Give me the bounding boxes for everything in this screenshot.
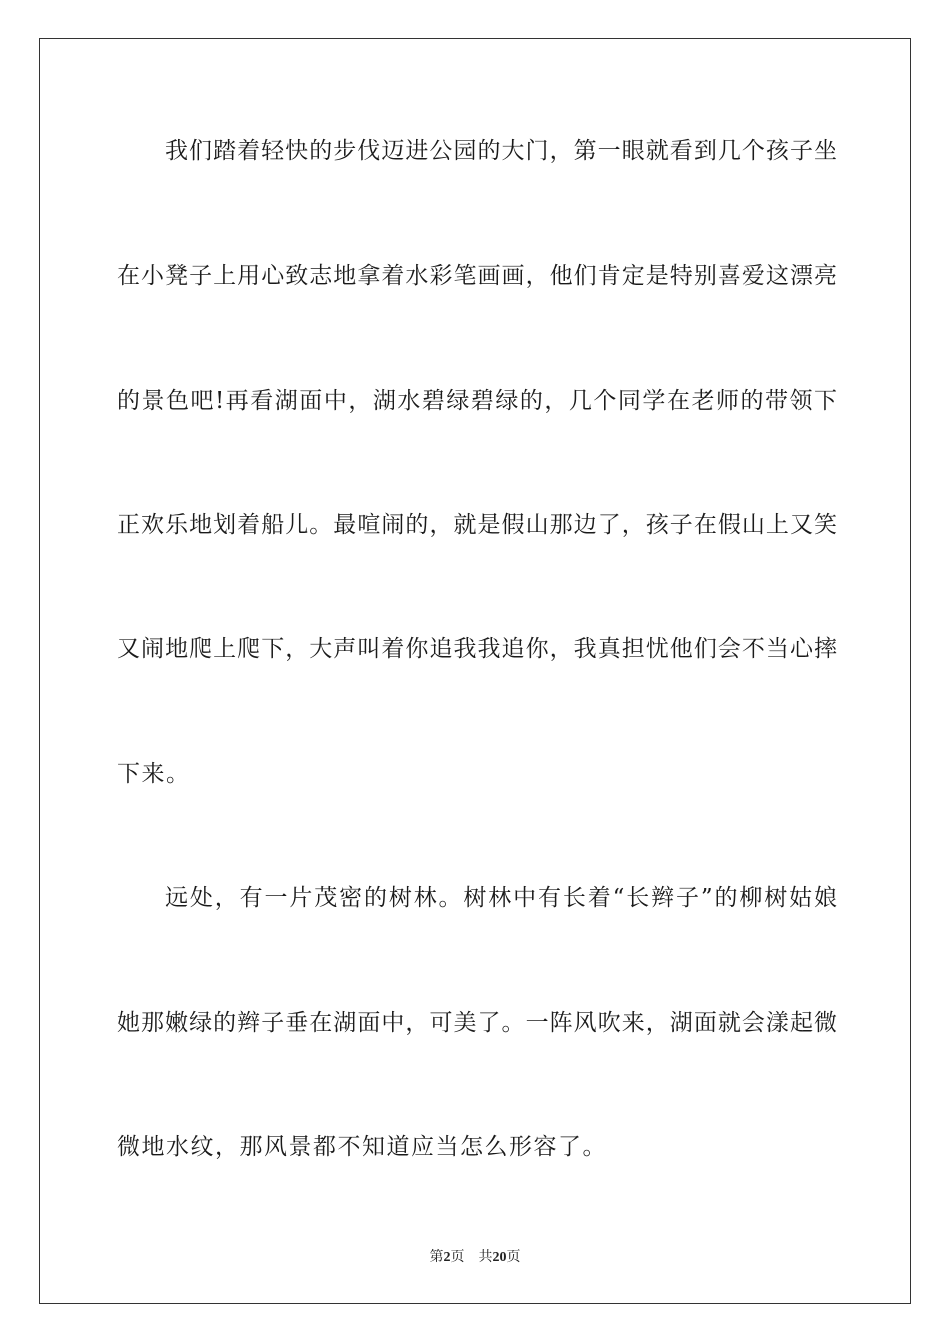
page-border <box>39 38 911 1304</box>
total-suffix: 页 <box>506 1250 521 1265</box>
paragraph-2-line-1: 远处，有一片茂密的树林。树林中有长着“长辫子”的柳树姑娘 <box>165 885 837 911</box>
paragraph-1-line-1: 我们踏着轻快的步伐迈进公园的大门，第一眼就看到几个孩子坐 <box>165 138 837 164</box>
page-suffix: 页 <box>450 1250 465 1265</box>
paragraph-2-line-2: 她那嫩绿的辫子垂在湖面中，可美了。一阵风吹来，湖面就会漾起微 <box>117 1010 837 1036</box>
page-footer <box>0 1246 950 1266</box>
paragraph-2-line-3: 微地水纹，那风景都不知道应当怎么形容了。 <box>117 1134 607 1160</box>
page-prefix: 第 <box>429 1250 444 1265</box>
total-prefix: 共 <box>478 1250 493 1265</box>
total-page-count: 20 <box>492 1250 507 1265</box>
paragraph-1-line-4: 正欢乐地划着船儿。最喧闹的，就是假山那边了，孩子在假山上又笑 <box>117 512 837 538</box>
paragraph-1-line-6: 下来。 <box>117 761 191 787</box>
paragraph-1-line-2: 在小凳子上用心致志地拿着水彩笔画画，他们肯定是特别喜爱这漂亮 <box>117 263 837 289</box>
paragraph-1-line-3: 的景色吧!再看湖面中，湖水碧绿碧绿的，几个同学在老师的带领下 <box>117 388 837 414</box>
current-page-number: 2 <box>443 1250 451 1265</box>
paragraph-1-line-5: 又闹地爬上爬下，大声叫着你追我我追你，我真担忧他们会不当心摔 <box>117 636 837 662</box>
